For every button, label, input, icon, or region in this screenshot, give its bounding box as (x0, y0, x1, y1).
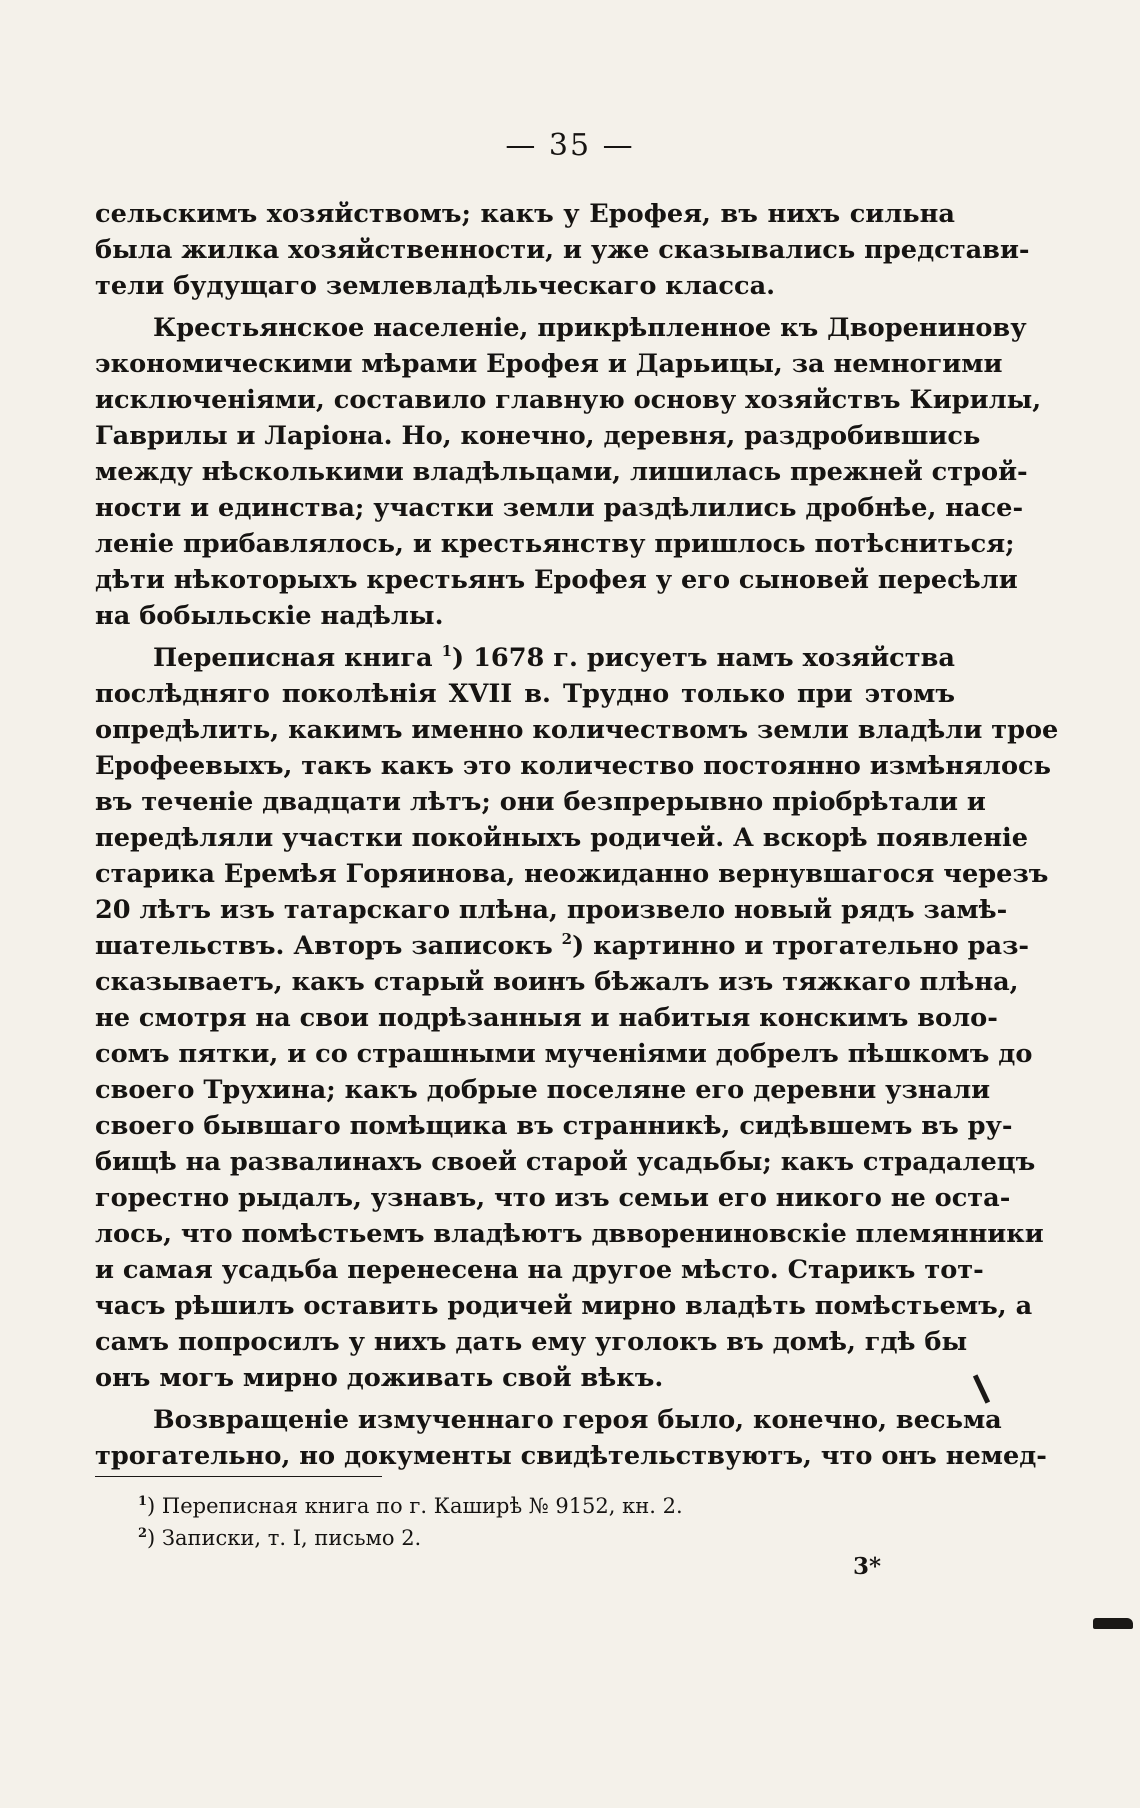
text-line: Крестьянское населеніе, прикрѣпленное къ Дворенинову (153, 313, 1027, 343)
text-line: не смотря на свои подрѣзанныя и набитыя конскимъ воло- (95, 1003, 998, 1033)
text-line (95, 928, 1030, 964)
text-line: лось, что помѣстьемъ владѣютъ двворениновскіе племянники (95, 1219, 1044, 1249)
footnote-number: 2 (138, 1526, 148, 1541)
footnote (138, 1490, 683, 1522)
text-line: онъ могъ мирно доживать свой вѣкъ. (95, 1363, 664, 1393)
text-line: въ теченіе двадцати лѣтъ; они безпрерывно пріобрѣтали и (95, 787, 986, 817)
footnotes (138, 1490, 683, 1554)
text-line: опредѣлить, какимъ именно количествомъ земли владѣли трое (95, 715, 1059, 745)
text-line: Возвращеніе измученнаго героя было, конечно, весьма (153, 1405, 1002, 1435)
paragraph (95, 640, 1059, 1396)
text-segment: ) картинно и трогательно раз- (572, 931, 1030, 961)
text-line: своего бывшаго помѣщика въ странникѣ, сидѣвшемъ въ ру- (95, 1111, 1013, 1141)
text-line: и самая усадьба перенесена на другое мѣсто. Старикъ тот- (95, 1255, 984, 1285)
text-line: старика Еремѣя Горяинова, неожиданно вернувшагося черезъ (95, 859, 1049, 889)
text-line: самъ попросилъ у нихъ дать ему уголокъ въ домѣ, гдѣ бы (95, 1327, 968, 1357)
footnote (138, 1522, 683, 1554)
page-number: — 35 — (505, 128, 635, 163)
text-line: 20 лѣтъ изъ татарскаго плѣна, произвело новый рядъ замѣ- (95, 895, 1008, 925)
text-line: Ерофеевыхъ, такъ какъ это количество постоянно измѣнялось (95, 751, 1051, 781)
text-line: сомъ пятки, и со страшными мученіями добрелъ пѣшкомъ до (95, 1039, 1033, 1069)
footnote-rule (95, 1476, 382, 1477)
text-segment: шательствъ. Авторъ записокъ (95, 931, 562, 961)
text-line: послѣдняго поколѣнія XVII в. Трудно только при этомъ (95, 679, 955, 709)
text-line: сельскимъ хозяйствомъ; какъ у Ерофея, въ нихъ сильна (95, 199, 955, 229)
footnote-ref: 2 (561, 930, 573, 948)
body-text (95, 196, 1059, 1480)
text-segment: ) 1678 г. рисуетъ намъ хозяйства (452, 643, 955, 673)
signature-mark: 3* (853, 1553, 882, 1580)
footnote-text: ) Переписная книга по г. Каширѣ № 9152, кн. 2. (147, 1494, 683, 1518)
text-line: часъ рѣшилъ оставить родичей мирно владѣть помѣстьемъ, а (95, 1291, 1033, 1321)
margin-mark (973, 1374, 990, 1403)
footnote-text: ) Записки, т. I, письмо 2. (147, 1526, 422, 1550)
text-line: леніе прибавлялось, и крестьянству пришлось потѣсниться; (95, 529, 1015, 559)
text-line: между нѣсколькими владѣльцами, лишилась прежней строй- (95, 457, 1028, 487)
text-line: была жилка хозяйственности, и уже сказывались представи- (95, 235, 1030, 265)
text-line: Гаврилы и Ларіона. Но, конечно, деревня, раздробившись (95, 421, 981, 451)
text-line: сказываетъ, какъ старый воинъ бѣжалъ изъ тяжкаго плѣна, (95, 967, 1019, 997)
text-line: дѣти нѣкоторыхъ крестьянъ Ерофея у его сыновей пересѣли (95, 565, 1018, 595)
text-line (95, 640, 955, 676)
text-line: экономическими мѣрами Ерофея и Дарьицы, за немногими (95, 349, 1003, 379)
text-line: тели будущаго землевладѣльческаго класса. (95, 271, 776, 301)
footnote-ref: 1 (441, 642, 453, 660)
text-line: бищѣ на развалинахъ своей старой усадьбы; какъ страдалецъ (95, 1147, 1036, 1177)
paragraph (95, 196, 1030, 304)
footnote-number: 1 (138, 1494, 148, 1509)
text-line: своего Трухина; какъ добрые поселяне его деревни узнали (95, 1075, 991, 1105)
text-line: ности и единства; участки земли раздѣлились дробнѣе, насе- (95, 493, 1024, 523)
text-line: передѣляли участки покойныхъ родичей. А вскорѣ появленіе (95, 823, 1029, 853)
paragraph (95, 1402, 1047, 1474)
text-segment: Переписная книга (153, 643, 442, 673)
paragraph (95, 310, 1042, 634)
scan-artifact (1093, 1618, 1133, 1629)
text-line: горестно рыдалъ, узнавъ, что изъ семьи его никого не оста- (95, 1183, 1011, 1213)
text-line: исключеніями, составило главную основу хозяйствъ Кирилы, (95, 385, 1042, 415)
text-line: на бобыльскіе надѣлы. (95, 601, 444, 631)
text-line: трогательно, но документы свидѣтельствуютъ, что онъ немед- (95, 1441, 1047, 1471)
